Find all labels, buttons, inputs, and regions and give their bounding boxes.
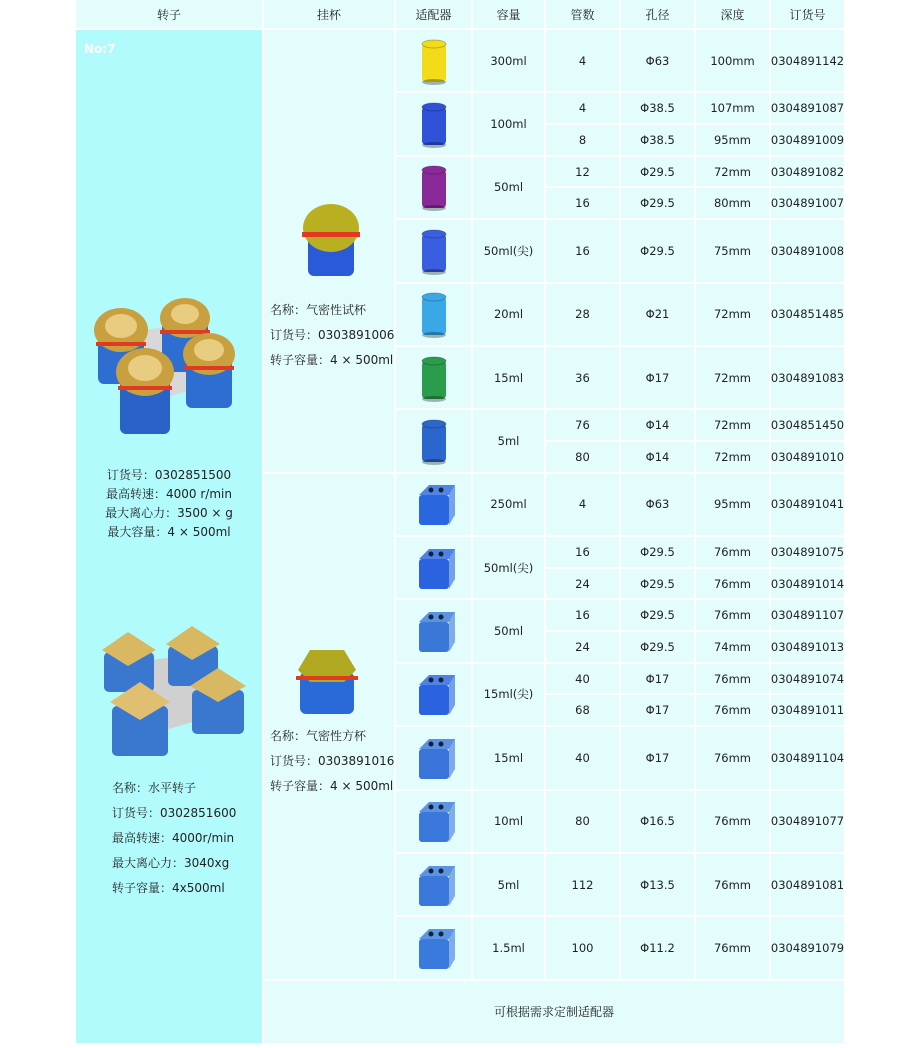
hole-diameter-cell: Φ17 bbox=[621, 664, 694, 694]
hole-diameter-cell: Φ21 bbox=[621, 284, 694, 345]
rotor1-specs bbox=[76, 466, 262, 542]
tube-count-cell: 12 bbox=[546, 157, 619, 187]
capacity-cell: 50ml(尖) bbox=[473, 220, 544, 281]
order-number-cell: 0304891082 bbox=[771, 157, 844, 187]
capacity-cell: 20ml bbox=[473, 284, 544, 345]
order-number-cell: 0304891041 bbox=[771, 474, 844, 535]
airtight-square-cup-image bbox=[294, 646, 360, 716]
rotor1-order-number: 订货号：0302851500 bbox=[106, 468, 232, 482]
hole-diameter-cell: Φ38.5 bbox=[621, 125, 694, 155]
header-cup: 挂杯 bbox=[264, 0, 394, 28]
hole-diameter-cell: Φ17 bbox=[621, 347, 694, 408]
hole-diameter-cell: Φ29.5 bbox=[621, 600, 694, 630]
depth-cell: 80mm bbox=[696, 188, 769, 218]
tube-count-cell: 40 bbox=[546, 664, 619, 694]
capacity-cell: 1.5ml bbox=[473, 917, 544, 978]
adapter-image-cell bbox=[396, 664, 471, 725]
order-number-cell: 0304891008 bbox=[771, 220, 844, 281]
horizontal-rotor-image bbox=[98, 622, 248, 762]
depth-cell: 76mm bbox=[696, 600, 769, 630]
swing-rotor-image bbox=[90, 292, 240, 440]
depth-cell: 76mm bbox=[696, 727, 769, 788]
adapter-image-cell bbox=[396, 220, 471, 281]
rotor1-max-capacity: 最大容量：4 × 500ml bbox=[107, 525, 231, 539]
header-adapter: 适配器 bbox=[396, 0, 471, 28]
rotor1-max-rcf: 最大离心力：3500 × g bbox=[105, 506, 233, 520]
capacity-cell: 50ml bbox=[473, 600, 544, 661]
capacity-cell: 250ml bbox=[473, 474, 544, 535]
blue-adapter-icon bbox=[411, 226, 457, 276]
depth-cell: 72mm bbox=[696, 442, 769, 472]
capacity-cell: 5ml bbox=[473, 854, 544, 915]
tube-count-cell: 76 bbox=[546, 410, 619, 440]
yellow-tube-adapter-icon bbox=[411, 36, 457, 86]
order-number-cell: 0304891083 bbox=[771, 347, 844, 408]
tube-count-cell: 40 bbox=[546, 727, 619, 788]
adapter-image-cell bbox=[396, 474, 471, 535]
airtight-cup-cell bbox=[264, 30, 394, 472]
tube-count-cell: 36 bbox=[546, 347, 619, 408]
order-number-cell: 0304891011 bbox=[771, 695, 844, 725]
order-number-cell: 0304891007 bbox=[771, 188, 844, 218]
tube-count-cell: 68 bbox=[546, 695, 619, 725]
hole-diameter-cell: Φ17 bbox=[621, 695, 694, 725]
depth-cell: 72mm bbox=[696, 347, 769, 408]
capacity-cell: 100ml bbox=[473, 93, 544, 154]
depth-cell: 76mm bbox=[696, 664, 769, 694]
hole-diameter-cell: Φ29.5 bbox=[621, 537, 694, 567]
adapter-image-cell bbox=[396, 93, 471, 154]
hole-diameter-cell: Φ29.5 bbox=[621, 220, 694, 281]
capacity-cell: 15ml bbox=[473, 347, 544, 408]
capacity-cell: 15ml(尖) bbox=[473, 664, 544, 725]
rotor2-order-number: 订货号：0302851600 bbox=[112, 806, 237, 820]
adapter-image-cell bbox=[396, 410, 471, 471]
order-number-cell: 0304891104 bbox=[771, 727, 844, 788]
order-number-cell: 0304891107 bbox=[771, 600, 844, 630]
order-number-cell: 0304891079 bbox=[771, 917, 844, 978]
hole-diameter-cell: Φ14 bbox=[621, 410, 694, 440]
adapter-table bbox=[76, 0, 844, 1043]
tube-count-cell: 4 bbox=[546, 474, 619, 535]
capacity-cell: 50ml bbox=[473, 157, 544, 218]
order-number-cell: 0304891077 bbox=[771, 791, 844, 852]
square-adapter-icon bbox=[411, 796, 457, 846]
tube-count-cell: 112 bbox=[546, 854, 619, 915]
depth-cell: 72mm bbox=[696, 284, 769, 345]
depth-cell: 95mm bbox=[696, 474, 769, 535]
order-number-cell: 0304891009 bbox=[771, 125, 844, 155]
depth-cell: 76mm bbox=[696, 854, 769, 915]
header-rotor: 转子 bbox=[76, 0, 262, 28]
hole-diameter-cell: Φ29.5 bbox=[621, 157, 694, 187]
green-adapter-icon bbox=[411, 353, 457, 403]
order-number-cell: 0304891081 bbox=[771, 854, 844, 915]
cup1-capacity: 转子容量：4 × 500ml bbox=[270, 353, 394, 367]
hole-diameter-cell: Φ13.5 bbox=[621, 854, 694, 915]
rotor-number-label: No:7 bbox=[84, 42, 116, 56]
adapter-image-cell bbox=[396, 600, 471, 661]
tube-count-cell: 16 bbox=[546, 600, 619, 630]
square-adapter-icon bbox=[411, 543, 457, 593]
depth-cell: 72mm bbox=[696, 410, 769, 440]
capacity-cell: 50ml(尖) bbox=[473, 537, 544, 598]
capacity-cell: 10ml bbox=[473, 791, 544, 852]
airtight-cup-image bbox=[300, 202, 362, 280]
hole-diameter-cell: Φ63 bbox=[621, 474, 694, 535]
depth-cell: 76mm bbox=[696, 695, 769, 725]
airtight-square-cup-cell bbox=[264, 474, 394, 979]
tube-count-cell: 80 bbox=[546, 791, 619, 852]
rotor2-max-rcf: 最大离心力：3040xg bbox=[112, 856, 230, 870]
order-number-cell: 0304891142 bbox=[771, 30, 844, 91]
adapter-image-cell bbox=[396, 157, 471, 218]
tube-count-cell: 16 bbox=[546, 537, 619, 567]
header-capacity: 容量 bbox=[473, 0, 544, 28]
depth-cell: 74mm bbox=[696, 632, 769, 662]
adapter-image-cell bbox=[396, 284, 471, 345]
rotor1-max-speed: 最高转速：4000 r/min bbox=[106, 487, 232, 501]
adapter-image-cell bbox=[396, 537, 471, 598]
blue-adapter-icon bbox=[411, 99, 457, 149]
depth-cell: 75mm bbox=[696, 220, 769, 281]
order-number-cell: 0304891074 bbox=[771, 664, 844, 694]
order-number-cell: 0304891014 bbox=[771, 569, 844, 599]
hole-diameter-cell: Φ17 bbox=[621, 727, 694, 788]
custom-adapter-note: 可根据需求定制适配器 bbox=[264, 981, 844, 1043]
order-number-cell: 0304891075 bbox=[771, 537, 844, 567]
header-hole-diameter: 孔径 bbox=[621, 0, 694, 28]
order-number-cell: 0304891013 bbox=[771, 632, 844, 662]
order-number-cell: 0304851485 bbox=[771, 284, 844, 345]
square-adapter-icon bbox=[411, 733, 457, 783]
hole-diameter-cell: Φ63 bbox=[621, 30, 694, 91]
adapter-image-cell bbox=[396, 917, 471, 978]
adapter-image-cell bbox=[396, 30, 471, 91]
tube-count-cell: 4 bbox=[546, 93, 619, 123]
adapter-image-cell bbox=[396, 727, 471, 788]
cup2-info bbox=[270, 724, 394, 799]
rotor2-max-speed: 最高转速：4000r/min bbox=[112, 831, 235, 845]
depth-cell: 76mm bbox=[696, 537, 769, 567]
order-number-cell: 0304891087 bbox=[771, 93, 844, 123]
square-adapter-icon bbox=[411, 923, 457, 973]
blue-adapter-icon bbox=[411, 416, 457, 466]
tube-count-cell: 28 bbox=[546, 284, 619, 345]
tube-count-cell: 24 bbox=[546, 569, 619, 599]
depth-cell: 76mm bbox=[696, 791, 769, 852]
capacity-cell: 300ml bbox=[473, 30, 544, 91]
cup1-order-number: 订货号：0303891006 bbox=[270, 328, 395, 342]
depth-cell: 95mm bbox=[696, 125, 769, 155]
tube-count-cell: 16 bbox=[546, 220, 619, 281]
capacity-cell: 15ml bbox=[473, 727, 544, 788]
rotor2-capacity: 转子容量：4x500ml bbox=[112, 881, 225, 895]
depth-cell: 76mm bbox=[696, 569, 769, 599]
square-adapter-icon bbox=[411, 860, 457, 910]
depth-cell: 100mm bbox=[696, 30, 769, 91]
tube-count-cell: 80 bbox=[546, 442, 619, 472]
cup1-name: 名称：气密性试杯 bbox=[270, 303, 367, 317]
adapter-image-cell bbox=[396, 791, 471, 852]
hole-diameter-cell: Φ29.5 bbox=[621, 569, 694, 599]
capacity-cell: 5ml bbox=[473, 410, 544, 471]
adapter-image-cell bbox=[396, 347, 471, 408]
square-adapter-icon bbox=[411, 669, 457, 719]
hole-diameter-cell: Φ16.5 bbox=[621, 791, 694, 852]
order-number-cell: 0304891010 bbox=[771, 442, 844, 472]
hole-diameter-cell: Φ29.5 bbox=[621, 188, 694, 218]
header-tube-count: 管数 bbox=[546, 0, 619, 28]
purple-adapter-icon bbox=[411, 162, 457, 212]
tube-count-cell: 24 bbox=[546, 632, 619, 662]
order-number-cell: 0304851450 bbox=[771, 410, 844, 440]
cup2-capacity: 转子容量：4 × 500ml bbox=[270, 778, 394, 793]
rotor-cell bbox=[76, 30, 262, 1043]
cup2-name: 名称：气密性方杯 bbox=[270, 728, 367, 743]
hole-diameter-cell: Φ14 bbox=[621, 442, 694, 472]
tube-count-cell: 16 bbox=[546, 188, 619, 218]
depth-cell: 72mm bbox=[696, 157, 769, 187]
rotor2-specs bbox=[112, 776, 236, 901]
square-adapter-icon bbox=[411, 606, 457, 656]
square-adapter-icon bbox=[411, 479, 457, 529]
header-order-number: 订货号 bbox=[771, 0, 844, 28]
tube-count-cell: 4 bbox=[546, 30, 619, 91]
depth-cell: 107mm bbox=[696, 93, 769, 123]
tube-count-cell: 8 bbox=[546, 125, 619, 155]
light-blue-adapter-icon bbox=[411, 289, 457, 339]
rotor2-name: 名称：水平转子 bbox=[112, 781, 197, 795]
header-depth: 深度 bbox=[696, 0, 769, 28]
adapter-image-cell bbox=[396, 854, 471, 915]
tube-count-cell: 100 bbox=[546, 917, 619, 978]
cup1-info bbox=[270, 298, 394, 373]
depth-cell: 76mm bbox=[696, 917, 769, 978]
hole-diameter-cell: Φ38.5 bbox=[621, 93, 694, 123]
hole-diameter-cell: Φ11.2 bbox=[621, 917, 694, 978]
cup2-order-number: 订货号：0303891016 bbox=[270, 753, 395, 768]
hole-diameter-cell: Φ29.5 bbox=[621, 632, 694, 662]
